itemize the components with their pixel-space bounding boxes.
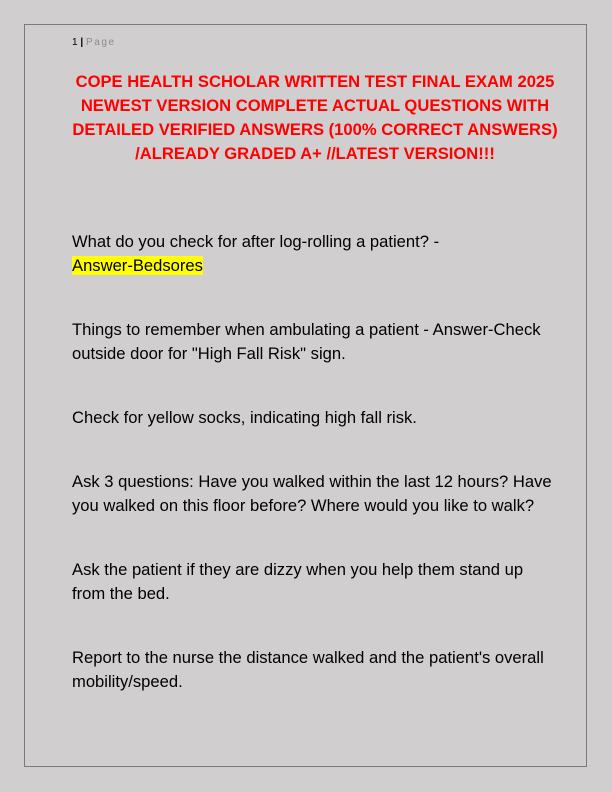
- question-text: What do you check for after log-rolling a patient? -: [72, 232, 440, 251]
- page-separator: |: [80, 37, 84, 48]
- qa-item-log-rolling: [72, 230, 552, 278]
- document-body: [72, 230, 552, 734]
- qa-item-ambulating: Things to remember when ambulating a patient - Answer-Check outside door for "High Fall Risk" sign.: [72, 320, 541, 363]
- highlighted-answer: Answer-Bedsores: [72, 256, 203, 275]
- paragraph-dizzy: Ask the patient if they are dizzy when you help them stand up from the bed.: [72, 560, 524, 603]
- paragraph-yellow-socks: Check for yellow socks, indicating high fall risk.: [72, 408, 417, 427]
- page-number: 1: [72, 37, 78, 48]
- page-label: Page: [85, 37, 116, 48]
- paragraph-report-nurse: Report to the nurse the distance walked and the patient's overall mobility/speed.: [72, 648, 544, 691]
- document-title: COPE HEALTH SCHOLAR WRITTEN TEST FINAL EXAM 2025 NEWEST VERSION COMPLETE ACTUAL QUESTIONS WITH DETAILED VERIFIED ANSWERS (100% CORRECT ANSWERS) /ALREADY GRADED A+ //LATEST VERSION!!!: [72, 72, 558, 163]
- paragraph-three-questions: Ask 3 questions: Have you walked within the last 12 hours? Have you walked on this floor before? Where would you like to walk?: [72, 472, 552, 515]
- page-number-header: [72, 37, 116, 48]
